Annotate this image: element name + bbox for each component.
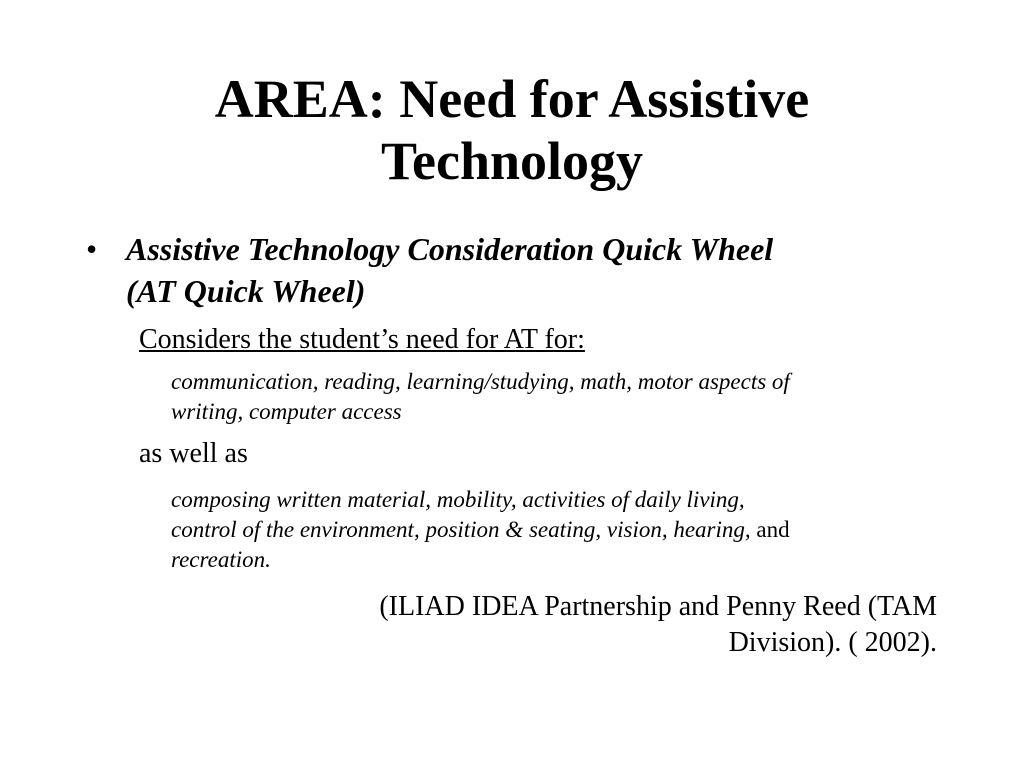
more-areas-line-2-and: and <box>750 517 790 542</box>
slide-title-line-1: AREA: Need for Assistive <box>214 69 810 129</box>
slide-title <box>60 68 964 192</box>
more-areas-line-2-italic: control of the environment, position & seating, vision, hearing, <box>171 517 751 542</box>
areas-line-1: communication, reading, learning/studying, math, motor aspects of <box>171 369 790 394</box>
main-bullet <box>86 228 946 312</box>
areas-line-2: writing, computer access <box>171 399 402 424</box>
more-areas-line-2 <box>171 515 951 545</box>
citation-line-1: (ILIAD IDEA Partnership and Penny Reed (TAM <box>379 591 937 622</box>
more-areas-line-3: recreation. <box>171 547 271 572</box>
more-areas-line-1: composing written material, mobility, activities of daily living, <box>171 487 745 512</box>
citation-line-2: Division). ( 2002). <box>728 627 937 658</box>
citation <box>200 589 937 661</box>
considers-heading: Considers the student’s need for AT for: <box>139 324 585 355</box>
bullet-text-line-1: Assistive Technology Consideration Quick Wheel <box>126 231 774 267</box>
areas-list-primary <box>171 367 951 427</box>
as-well-as-label: as well as <box>139 438 248 469</box>
areas-list-secondary <box>171 485 951 575</box>
bullet-dot-icon: • <box>86 231 98 267</box>
slide-title-line-2: Technology <box>380 131 644 191</box>
bullet-text-line-2: (AT Quick Wheel) <box>126 273 366 309</box>
